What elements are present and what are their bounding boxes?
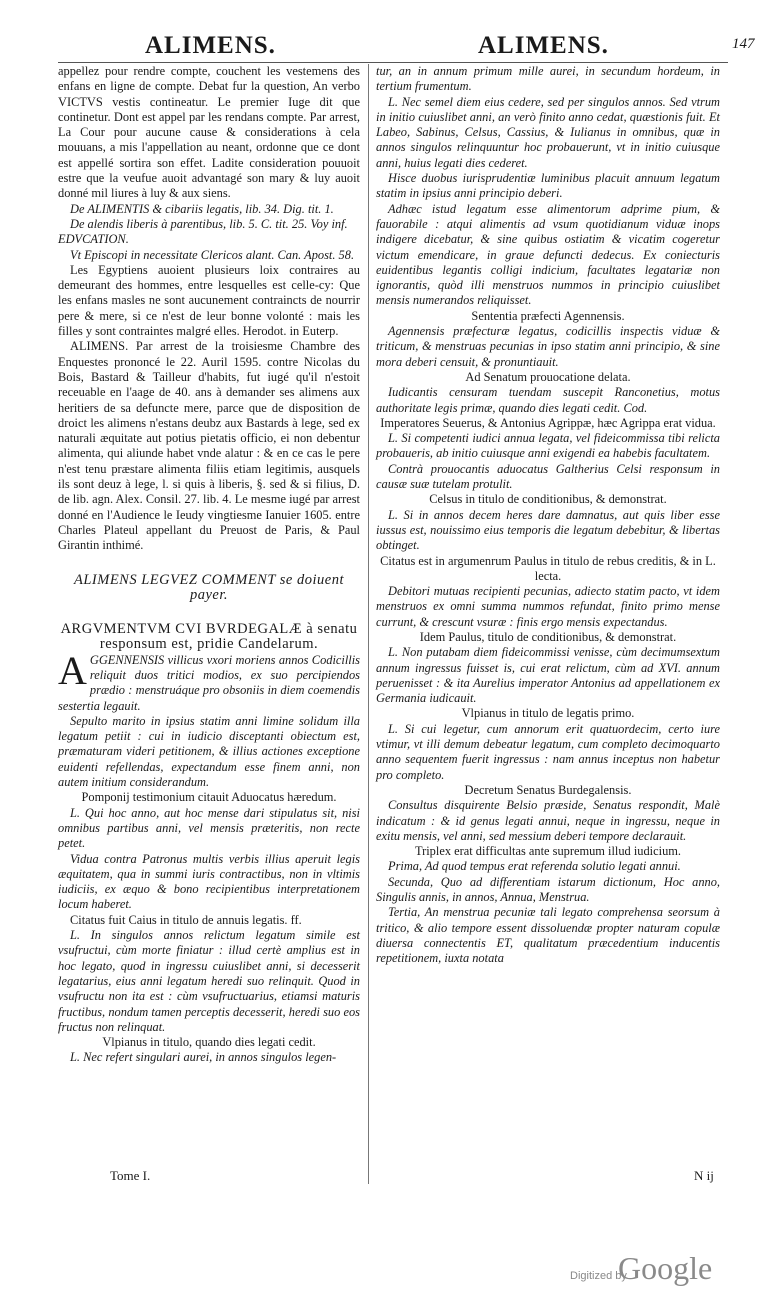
paragraph-text: EDVCATION. bbox=[58, 232, 129, 247]
paragraph bbox=[58, 232, 360, 247]
paragraph bbox=[376, 875, 720, 906]
paragraph bbox=[58, 217, 360, 232]
running-head-right: ALIMENS. bbox=[478, 32, 609, 59]
paragraph bbox=[58, 573, 360, 604]
paragraph-text: De alendis liberis à parentibus, lib. 5. C. tit. 25. Voy inf. bbox=[70, 216, 348, 231]
paragraph-text: ALIMENS. Par arrest de la troisiesme Chambre des Enquestes prononcé le 22. Auril 1595. contre Nicolas du Bois, Bastard & Tailleur d'habits, fut iugé qu'il n'estoit receuable en l'aage de 40. ans à demander ses alimens aux heritiers de sa defuncte mere, parce que de disposition de droict les alimens n'estans deubz aux Bastards à lege, sed ex naturali æquitate aut potius pietatis officio, ei non debentur alimenta, qui aliunde habet vnde alatur : & en ce cas le pere n'est tenu præstare alimenta filiis etiam legitimis, ausquels ils sont deuz à lege, l. si quis à liberis, §. sed & si filius, D. de lib. agn. Alex. Consil. 27. lib. 4. Le mesme iugé par arrest donné en l'Audience le Ieudy vingtiesme Ianuier 1605. entre Charles Plateul appellant du Preuost de Paris, & Paul Girantin inthimé. bbox=[58, 339, 360, 553]
paragraph bbox=[58, 806, 360, 852]
paragraph bbox=[58, 1050, 360, 1065]
paragraph bbox=[376, 202, 720, 309]
paragraph bbox=[376, 508, 720, 554]
paragraph bbox=[376, 171, 720, 202]
drop-cap: A bbox=[58, 647, 87, 693]
footer-signature: N ij bbox=[694, 1168, 714, 1183]
paragraph bbox=[58, 1035, 360, 1050]
paragraph-text: Iudicantis censuram tuendam suscepit Ranconetius, motus authoritate legis primæ, quando dies legati cedit. Cod. bbox=[376, 385, 720, 415]
watermark-small: Digitized by bbox=[570, 1270, 627, 1282]
paragraph-text: L. Si cui legetur, cum annorum erit quatuordecim, certo iure vtimur, vt illi demum debeatur legatum, cum completo decimoquarto anno sequentem fuerit ingressus : nam annus inceptus non habetur pro completo. bbox=[376, 721, 720, 782]
paragraph-text: tur, an in annum primum mille aurei, in secundum hordeum, in tertium frumentum. bbox=[376, 64, 720, 94]
paragraph bbox=[58, 714, 360, 790]
paragraph-text: Secunda, Quo ad differentiam istarum dictionum, Hoc anno, Singulis annis, in annos, Annua, Menstrua. bbox=[376, 874, 720, 905]
paragraph-text: Citatus fuit Caius in titulo de annuis legatis. ff. bbox=[70, 912, 302, 927]
paragraph-text: ARGVMENTVM CVI BVRDEGALÆ à senatu responsum est, pridie Candelarum. bbox=[60, 621, 358, 653]
paragraph bbox=[58, 622, 360, 653]
paragraph-text: De ALIMENTIS & cibariis legatis, lib. 34. Dig. tit. 1. bbox=[70, 201, 334, 216]
paragraph-text: Contrà prouocantis aduocatus Galtherius Celsi responsum in causæ suæ tutelam protulit. bbox=[376, 461, 720, 492]
paragraph bbox=[376, 431, 720, 462]
paragraph-text: Sententia præfecti Agennensis. bbox=[471, 308, 625, 323]
paragraph-text: Celsus in titulo de conditionibus, & demonstrat. bbox=[429, 492, 667, 507]
paragraph-text: Prima, Ad quod tempus erat referenda solutio legati annui. bbox=[388, 859, 681, 874]
watermark-logo: Google bbox=[618, 1250, 713, 1286]
paragraph-text: ALIMENS LEGVEZ COMMENT se doiuent payer. bbox=[74, 571, 344, 603]
page-number: 147 bbox=[732, 36, 755, 52]
paragraph-text: L. Non putabam diem fideicommissi venisse, cùm decimumsextum annum ingressus fuisset is, cui erat relictum, cùm ad XVI. annum peruenisset : & ita Aurelius imperator Antonius ad appellationem ex Germania iudicauit. bbox=[376, 645, 720, 706]
paragraph-text: Adhæc istud legatum esse alimentorum adprime pium, & fauorabile : atqui alimentis ad vsum quotidianum viduæ inops indigere dicebatur, & sine quibus ostiatim & vicatim cogeretur victum emendicare, in graue defuncti dedecus. Ex coniecturis euidentibus legantis colligi indicium, facultates legatariæ non ignorantis, quòd illi menstruos nummos in principio cuiuslibet mensis numerandos reliquisset. bbox=[376, 201, 720, 308]
paragraph bbox=[376, 722, 720, 783]
footer-tome: Tome I. bbox=[110, 1168, 151, 1183]
paragraph bbox=[376, 385, 720, 416]
paragraph bbox=[376, 554, 720, 585]
paragraph bbox=[376, 859, 720, 874]
left-column bbox=[58, 64, 360, 1066]
paragraph bbox=[376, 630, 720, 645]
paragraph-text: GGENNENSIS villicus vxori moriens annos Codicillis reliquit duos tritici modios, ex suo percipiendos prædio : menstruáque pro obsoniis in diem coemendis sestertia legauit. bbox=[58, 652, 360, 713]
paragraph-text: L. Si competenti iudici annua legata, vel fideicommissa tibi relicta probaueris, ab initio cuiusque anni exigendi ea habebis facultatem. bbox=[376, 431, 720, 461]
paragraph bbox=[58, 928, 360, 1035]
right-column bbox=[376, 64, 720, 967]
google-watermark bbox=[570, 1250, 740, 1290]
paragraph-text: L. Qui hoc anno, aut hoc mense dari stipulatus sit, nisi omnibus partibus anni, vel mensis præteritis, non recte petet. bbox=[58, 805, 360, 851]
paragraph bbox=[58, 913, 360, 928]
paragraph-text: Ad Senatum prouocatione delata. bbox=[465, 369, 631, 384]
paragraph bbox=[58, 64, 360, 202]
paragraph bbox=[58, 202, 360, 217]
paragraph bbox=[58, 852, 360, 913]
paragraph bbox=[58, 647, 360, 714]
paragraph bbox=[376, 783, 720, 798]
spacer bbox=[58, 603, 360, 612]
paragraph-text: Vlpianus in titulo, quando dies legati cedit. bbox=[102, 1035, 316, 1050]
paragraph-text: Idem Paulus, titulo de conditionibus, & demonstrat. bbox=[419, 629, 677, 644]
paragraph bbox=[376, 905, 720, 966]
paragraph bbox=[376, 706, 720, 721]
paragraph bbox=[376, 492, 720, 507]
paragraph-text: Les Egyptiens auoient plusieurs loix contraires au demeurant des hommes, entre lesquelles est celle-cy: Que les enfans masles ne sont aucunement contraincts de nourrir pere & mere, si ce n'est de leur bonne volonté : mais les filles y sont contraintes malgré elles. Herodot. in Euterp. bbox=[58, 262, 360, 339]
paragraph-text: Debitori mutuas recipienti pecunias, adiecto statim pacto, vt idem menstruos ex omni summa nummos refundat, finito primo mense currunt, & crescunt vsuræ : finis ergo mensis expectandus. bbox=[376, 584, 720, 629]
paragraph-text: Vlpianus in titulo de legatis primo. bbox=[461, 706, 635, 721]
paragraph bbox=[376, 324, 720, 370]
paragraph bbox=[376, 645, 720, 706]
spacer bbox=[58, 554, 360, 563]
paragraph-text: Decretum Senatus Burdegalensis. bbox=[464, 782, 632, 797]
paragraph bbox=[376, 798, 720, 844]
paragraph-text: Imperatores Seuerus, & Antonius Agrippæ, hæc Agrippa erat vidua. bbox=[380, 415, 716, 430]
paragraph bbox=[58, 263, 360, 339]
paragraph-text: Tertia, An menstrua pecuniæ tali legato comprehensa seorsum à tritico, & alio tempore essent dissoluendæ propter naturam copulæ diuersa connectentis ET, qualitatum præcedentium inducentis repetitionem, iuxta notata bbox=[376, 905, 720, 966]
running-head-left: ALIMENS. bbox=[145, 32, 276, 59]
paragraph bbox=[376, 309, 720, 324]
paragraph-text: appellez pour rendre compte, couchent les vestemens des enfans en ligne de compte. Debat fur la question, An verbo VICTVS vestis contineatur. Le premier Iuge dit que continetur. Dont est appel par les rendans compte. Par arrest, La Cour pour aucune cause & considerations à cela mouuans, a mis l'appellation au neant, ordonne que ce dont est appellé sortira son effet. Ladite consideration pouuoit estre que la veufue auoit advantagé son mary & luy auoit donné mil liures à luy & aux siens. bbox=[58, 64, 360, 201]
paragraph-text: Sepulto marito in ipsius statim anni limine solidum illa legatum petiit : cui in iudicio disceptanti obiectum est, præmaturam videri petitionem, & illius actiones exceptione euidenti refellendas, expectandum esse finem anni, non autem initium considerandum. bbox=[58, 713, 360, 790]
paragraph bbox=[376, 95, 720, 171]
paragraph-text: Consultus disquirente Belsio præside, Senatus respondit, Malè indicatum : & id genus legati annui, neque in ingressu, neque in exitu mensis, vel anni, sed messium deberi tempore declarauit. bbox=[376, 798, 720, 843]
paragraph bbox=[376, 370, 720, 385]
paragraph-text: L. Nec refert singulari aurei, in annos singulos legen- bbox=[70, 1050, 337, 1065]
paragraph bbox=[376, 844, 720, 859]
paragraph bbox=[376, 462, 720, 493]
paragraph-text: Vt Episcopi in necessitate Clericos alant. Can. Apost. 58. bbox=[70, 247, 355, 262]
paragraph-text: Triplex erat difficultas ante supremum illud iudicium. bbox=[414, 844, 681, 859]
paragraph-text: L. In singulos annos relictum legatum simile est vsufructui, cùm morte finiatur : illud certè amplius est in hoc legato, quod in ingressu cuiuslibet anni, si decesserit legatarius, eius anni legatum heredi suo relinquit. Quod in vsufructu non ita est : cùm vsufructuarius, etiamsi maturis fructibus, nondum tamen perceptis decesserit, heredi suo eos fructus non relinquat. bbox=[58, 928, 360, 1034]
paragraph bbox=[58, 248, 360, 263]
paragraph-text: Agennensis præfecturæ legatus, codicillis inspectis viduæ & triticum, & menstruas pecunias in ipso statim anni principio, & sine mora deberi censuit, & pronuntiauit. bbox=[376, 324, 720, 369]
paragraph-text: Hisce duobus iurisprudentiæ luminibus placuit annuum legatum statim in ipsius anni principio deberi. bbox=[376, 171, 720, 201]
header-rule bbox=[58, 62, 728, 63]
paragraph-text: Vidua contra Patronus multis verbis illius aperuit legis æquitatem, qua in summi iuris contractibus, non in vltimis iudiciis, ex æquo & bono recipientibus interpretationem locum haberet. bbox=[58, 851, 360, 912]
paragraph bbox=[376, 64, 720, 95]
paragraph-text: Pomponij testimonium citauit Aduocatus hæredum. bbox=[81, 790, 337, 805]
paragraph bbox=[376, 416, 720, 431]
paragraph bbox=[376, 584, 720, 630]
column-divider bbox=[368, 64, 369, 1184]
paragraph-text: L. Nec semel diem eius cedere, sed per singulos annos. Sed vtrum in initio cuiuslibet anni, an verò finito anno cedat, quæstionis fuit. Et Labeo, Sabinus, Celsus, Cassius, & Iulianus in omnibus, quæ in annos singulos relinquuntur hoc probauerunt, vt in initio cuiusque anni, huius legati dies cederet. bbox=[376, 94, 720, 170]
paragraph-text: Citatus est in argumenrum Paulus in titulo de rebus creditis, & in L. lecta. bbox=[380, 553, 716, 583]
paragraph bbox=[58, 339, 360, 553]
paragraph bbox=[58, 790, 360, 805]
paragraph-text: L. Si in annos decem heres dare damnatus, aut quis liber esse iussus est, nouissimo eius temporis die legatum debebitur, & libertas obtinget. bbox=[376, 507, 720, 553]
